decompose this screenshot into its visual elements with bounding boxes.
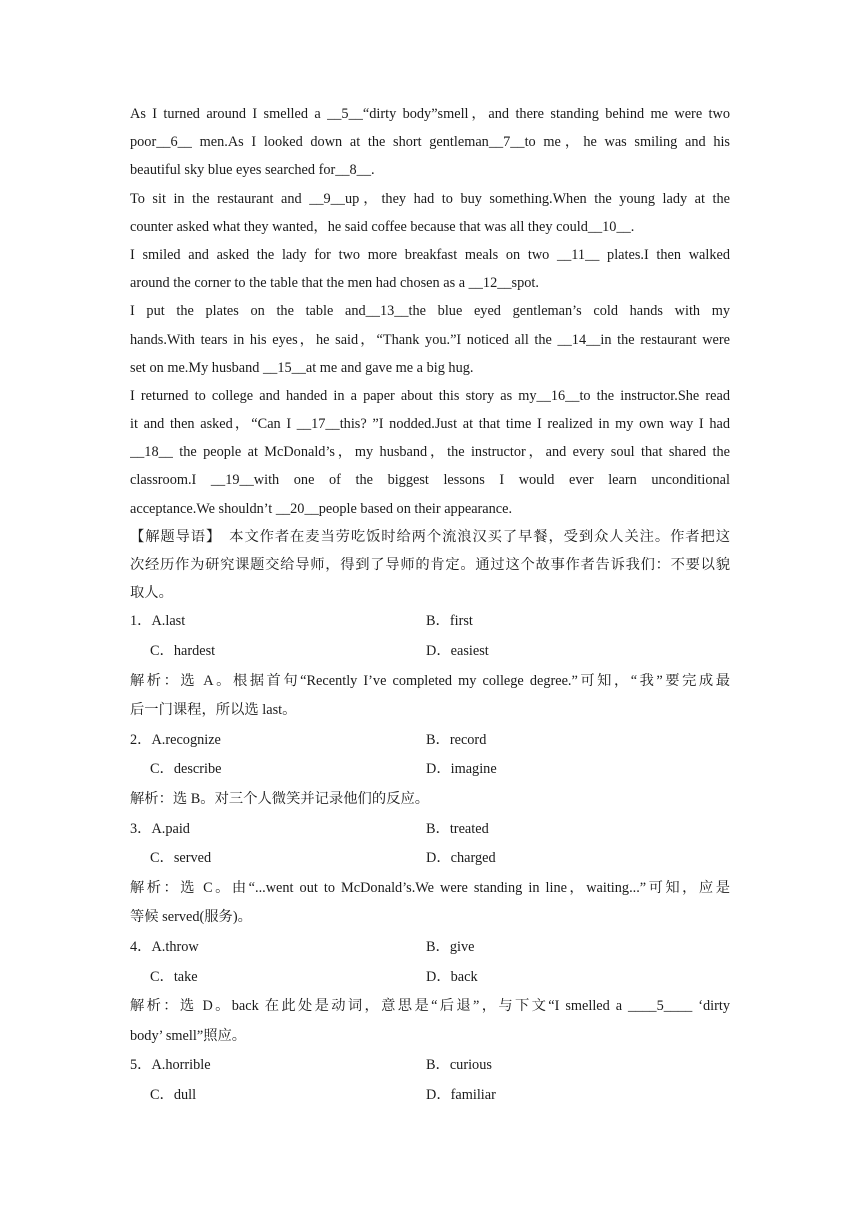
passage-line: around the corner to the table that the men had chosen as a __12__spot. bbox=[130, 275, 539, 292]
analysis-line: body’ smell”照应。 bbox=[130, 1027, 247, 1044]
passage-line: poor__6__ men.As I looked down at the short gentleman__7__to me，he was smiling and his bbox=[130, 134, 730, 151]
option-row bbox=[130, 1081, 730, 1111]
analysis-line: 等候 served(服务)。 bbox=[130, 909, 252, 926]
analysis-line: 解析：选 B。对三个人微笑并记录他们的反应。 bbox=[130, 790, 430, 807]
option-c: C．served bbox=[150, 850, 212, 867]
option-a: 3．A.paid bbox=[130, 820, 190, 837]
analysis-line: 解析：选 C。由“...went out to McDonald’s.We were standing in line，waiting...”可知，应是 bbox=[130, 879, 730, 896]
option-b: B．give bbox=[426, 938, 475, 955]
passage-line: I returned to college and handed in a paper about this story as my__16__to the instructor.She read bbox=[130, 387, 730, 404]
question-item bbox=[130, 1051, 730, 1110]
passage-line: set on me.My husband __15__at me and gave me a big hug. bbox=[130, 359, 474, 376]
option-row bbox=[130, 844, 730, 874]
option-b: B．curious bbox=[426, 1057, 492, 1074]
option-a: 2．A.recognize bbox=[130, 731, 221, 748]
passage bbox=[130, 100, 730, 607]
option-c: C．describe bbox=[150, 761, 222, 778]
passage-line: classroom.I __19__with one of the biggest lessons I would ever learn unconditional bbox=[130, 472, 730, 489]
passage-line: I put the plates on the table and__13__the blue eyed gentleman’s cold hands with my bbox=[130, 303, 730, 320]
option-d: D．charged bbox=[426, 850, 496, 867]
question-item bbox=[130, 933, 730, 1051]
option-a: 5．A.horrible bbox=[130, 1057, 211, 1074]
question-list bbox=[130, 607, 730, 1110]
option-d: D．easiest bbox=[426, 642, 489, 659]
option-row bbox=[130, 755, 730, 785]
analysis-line: 后一门课程，所以选 last。 bbox=[130, 702, 297, 719]
passage-line: 次经历作为研究课题交给导师，得到了导师的肯定。通过这个故事作者告诉我们：不要以貌 bbox=[130, 557, 730, 573]
passage-line: 取人。 bbox=[130, 585, 173, 602]
option-row bbox=[130, 933, 730, 963]
passage-line: As I turned around I smelled a __5__“dirty body”smell，and there standing behind me were two bbox=[130, 106, 730, 122]
option-b: B．record bbox=[426, 731, 487, 748]
option-d: D．familiar bbox=[426, 1086, 496, 1103]
question-item bbox=[130, 607, 730, 725]
passage-line: acceptance.We shouldn’t __20__people based on their appearance. bbox=[130, 500, 513, 517]
passage-line: __18__ the people at McDonald’s，my husband，the instructor，and every soul that shared the bbox=[130, 444, 730, 461]
passage-line: 【解题导语】 本文作者在麦当劳吃饭时给两个流浪汉买了早餐，受到众人关注。作者把这 bbox=[130, 528, 730, 545]
option-c: C．dull bbox=[150, 1086, 197, 1103]
analysis-line: 解析：选 D。back 在此处是动词，意思是“后退”，与下文“I smelled a ____5____ ‘dirty bbox=[130, 998, 730, 1015]
analysis-line: 解析：选 A。根据首句“Recently I’ve completed my college degree.”可知，“我”要完成最 bbox=[130, 672, 730, 689]
option-b: B．first bbox=[426, 613, 473, 630]
option-d: D．back bbox=[426, 968, 478, 985]
option-c: C．hardest bbox=[150, 642, 216, 659]
option-row bbox=[130, 637, 730, 667]
option-row bbox=[130, 963, 730, 993]
passage-line: beautiful sky blue eyes searched for__8__. bbox=[130, 162, 375, 179]
passage-line: hands.With tears in his eyes，he said，“Thank you.”I noticed all the __14__in the restaurant were bbox=[130, 331, 730, 348]
option-row bbox=[130, 607, 730, 637]
question-item bbox=[130, 726, 730, 815]
option-a: 1．A.last bbox=[130, 613, 186, 630]
passage-line: To sit in the restaurant and __9__up，they had to buy something.When the young lady at the bbox=[130, 190, 730, 207]
option-row bbox=[130, 815, 730, 845]
option-c: C．take bbox=[150, 968, 198, 985]
passage-line: counter asked what they wanted，he said coffee because that was all they could__10__. bbox=[130, 218, 635, 235]
document-page bbox=[130, 100, 730, 1110]
option-row bbox=[130, 1051, 730, 1081]
question-item bbox=[130, 815, 730, 933]
option-b: B．treated bbox=[426, 820, 489, 837]
option-row bbox=[130, 726, 730, 756]
passage-line: it and then asked，“Can I __17__this? ”I nodded.Just at that time I realized in my own way I had bbox=[130, 416, 730, 433]
option-d: D．imagine bbox=[426, 761, 497, 778]
passage-line: I smiled and asked the lady for two more breakfast meals on two __11__ plates.I then walked bbox=[130, 246, 730, 263]
option-a: 4．A.throw bbox=[130, 938, 199, 955]
